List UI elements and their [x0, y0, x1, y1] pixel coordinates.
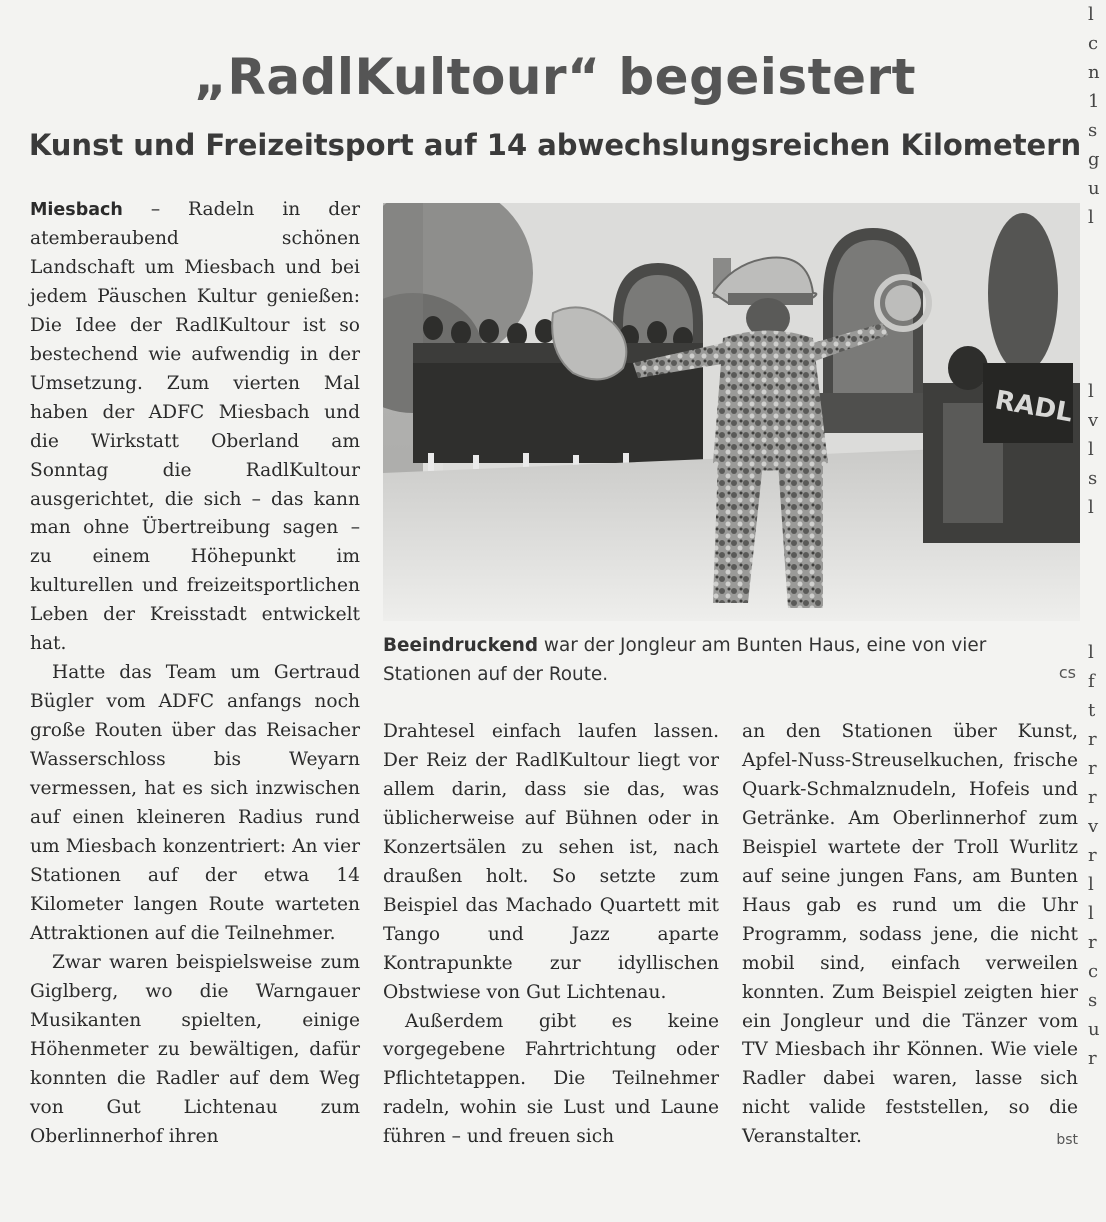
neighbor-column-letter: l — [1088, 207, 1094, 228]
dateline: Miesbach — [30, 200, 123, 220]
article-paragraph-4: Drahtesel einfach laufen lassen. Der Reiz der RadlKultour liegt vor allem darin, dass sie das, was üblicherweise auf Bühnen oder in Konzertsälen zu sehen ist, nach draußen holt. So setzte zum Beispiel das Machado Quartett mit Tango und Jazz aparte Kontrapunkte zur idyllischen Obstwiese von Gut Lichtenau. — [383, 721, 719, 1003]
neighbor-column-letter: v — [1088, 410, 1099, 431]
neighbor-column-letter: r — [1088, 1048, 1097, 1069]
neighbor-column-letter: t — [1088, 700, 1096, 721]
caption-text: war der Jongleur am Bunten Haus, eine von vier Stationen auf der Route. — [383, 635, 987, 685]
neighbor-column-letter: n — [1088, 62, 1100, 83]
neighbor-column-letter: u — [1088, 1019, 1100, 1040]
neighbor-column-letter: l — [1088, 497, 1094, 518]
article-column-1 — [30, 196, 360, 1151]
neighbor-column-letter: r — [1088, 758, 1097, 779]
neighbor-column-letter: l — [1088, 4, 1094, 25]
photo-illustration — [383, 203, 1080, 621]
neighbor-column-letter — [1088, 290, 1106, 319]
article-column-2 — [383, 718, 719, 1152]
neighbor-column-letter: u — [1088, 178, 1100, 199]
neighbor-column-letter — [1088, 348, 1106, 377]
neighbor-column-letter: s — [1088, 990, 1098, 1011]
neighbor-column-letter — [1088, 609, 1106, 638]
neighbor-column-letter — [1088, 580, 1106, 609]
caption-lead: Beeindruckend — [383, 635, 539, 656]
neighbor-column-letter: s — [1088, 468, 1098, 489]
neighbor-column-letter: v — [1088, 816, 1099, 837]
neighbor-column-letter: l — [1088, 381, 1094, 402]
neighbor-column-letter: r — [1088, 932, 1097, 953]
neighbor-column-letter: l — [1088, 903, 1094, 924]
paragraph-6-text: an den Stationen über Kunst, Apfel-Nuss-Streuselkuchen, frische Quark-Schmalznudeln, Hofeis und Getränke. Am Oberlinnerhof zum Beispiel wartete der Troll Wurlitz auf seine jungen Fans, am Bunten Haus gab es rund um die Uhr Programm, sodass jene, die nicht mobil sind, einfach verweilen konnten. Zum Beispiel zeigten hier ein Jongleur und die Tänzer vom TV Miesbach ihr Können. Wie viele Radler dabei waren, lasse sich nicht valide feststellen, so die Veranstalter. — [742, 721, 1078, 1148]
neighbor-column-letter: l — [1088, 439, 1094, 460]
subheadline: Kunst und Freizeitsport auf 14 abwechslungsreichen Kilometern — [28, 128, 1082, 162]
neighbor-column-letter — [1088, 522, 1106, 551]
article-paragraph-5: Außerdem gibt es keine vorgegebene Fahrtrichtung oder Pflichtetappen. Die Teilnehmer radeln, wohin sie Lust und Laune führen – und freuen sich — [383, 1010, 719, 1148]
neighbor-column-letter — [1088, 319, 1106, 348]
article-paragraph-2: Hatte das Team um Gertraud Bügler vom ADFC anfangs noch große Routen über das Reisacher Wasserschloss bis Weyarn vermessen, hat es sich inzwischen auf einen kleineren Radius rund um Miesbach konzentriert: An vier Stationen auf der etwa 14 Kilometer langen Route warteten Attraktionen auf die Teilnehmer. — [30, 662, 360, 944]
article-paragraph-1 — [30, 196, 360, 659]
neighbor-column-letter: c — [1088, 961, 1099, 982]
neighbor-column-letter — [1088, 232, 1106, 261]
author-initials: bst — [1056, 1132, 1078, 1149]
neighbor-column-letter: f — [1088, 671, 1095, 692]
neighbor-column-letter — [1088, 551, 1106, 580]
neighbor-column-letter: g — [1088, 149, 1100, 170]
neighbor-column-letter: c — [1088, 33, 1099, 54]
neighbor-column-letter: r — [1088, 729, 1097, 750]
paragraph-1-text: – Radeln in der atemberaubend schönen Landschaft um Miesbach und bei jedem Päuschen Kultur genießen: Die Idee der RadlKultour ist so bestechend wie aufwendig in der Umsetzung. Zum vierten Mal haben der ADFC Miesbach und die Wirkstatt Oberland am Sonntag die RadlKultour ausgerichtet, die sich – das kann man ohne Übertreibung sagen – zu einem Höhepunkt im kulturellen und freizeitsportlichen Leben der Kreisstadt entwickelt hat. — [30, 199, 360, 655]
neighbor-column-letter — [1088, 261, 1106, 290]
neighbor-column-letter: 1 — [1088, 91, 1100, 112]
neighbor-column-letter: r — [1088, 845, 1097, 866]
neighbor-column-fragment — [1088, 0, 1106, 1073]
neighbor-column-letter: l — [1088, 874, 1094, 895]
photo-credit: cs — [1058, 663, 1076, 682]
article-paragraph-6 — [742, 718, 1078, 1152]
photo-caption — [383, 632, 1051, 689]
article-column-3 — [742, 718, 1078, 1155]
article-paragraph-3: Zwar waren beispielsweise zum Giglberg, wo die Warngauer Musikanten spielten, einige Höhenmeter zu bewältigen, dafür konnten die Radler auf dem Weg von Gut Lichtenau zum Oberlinnerhof ihren — [30, 951, 360, 1147]
neighbor-column-letter: s — [1088, 120, 1098, 141]
jongleur-photo — [383, 203, 1080, 621]
svg-text:RADL: RADL — [992, 385, 1075, 429]
neighbor-column-letter: r — [1088, 787, 1097, 808]
neighbor-column-letter: l — [1088, 642, 1094, 663]
headline: „RadlKultour“ begeistert — [193, 48, 917, 106]
